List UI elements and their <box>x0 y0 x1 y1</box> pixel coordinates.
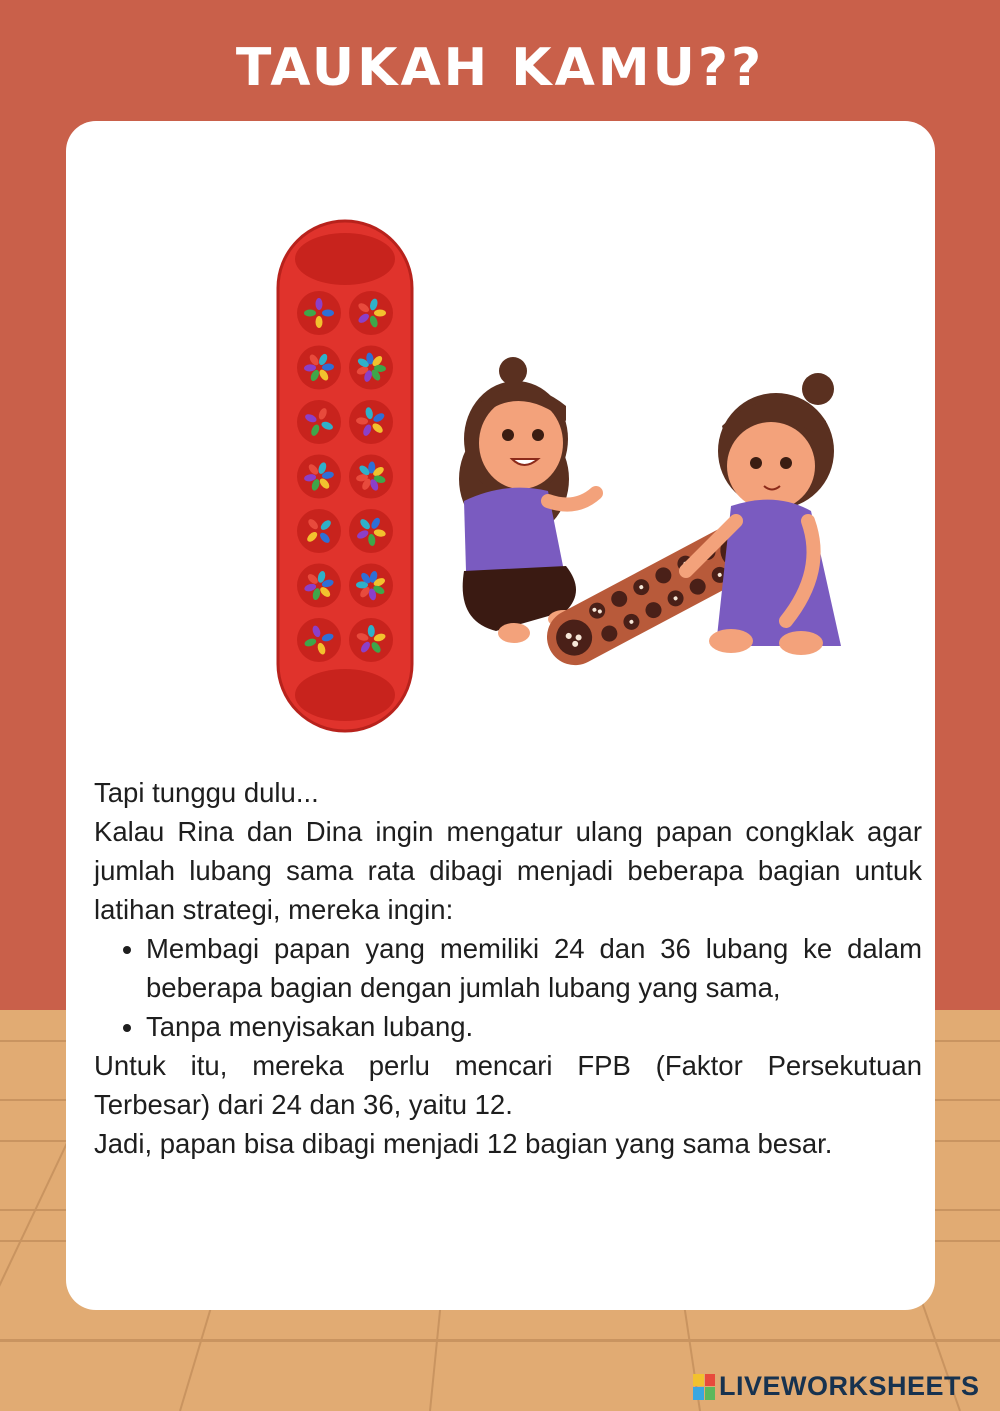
intro-text: Tapi tunggu dulu... <box>94 777 319 808</box>
liveworksheets-logo[interactable] <box>693 1371 980 1402</box>
logo-text: LIVEWORKSHEETS <box>719 1371 980 1401</box>
board-seed <box>322 310 334 317</box>
bullet-list <box>94 929 922 1046</box>
paragraph-2: Untuk itu, mereka perlu mencari FPB (Faktor Persekutuan Terbesar) dari 24 dan 36, yaitu 12. <box>94 1050 922 1120</box>
page-title: TAUKAH KAMU?? <box>235 38 765 98</box>
board-hole <box>297 618 341 662</box>
board-hole <box>297 509 341 553</box>
board-hole <box>297 291 341 335</box>
board-hole <box>297 400 341 444</box>
bullet-item: • Tanpa menyisakan lubang. <box>146 1007 922 1046</box>
paragraph-3: Jadi, papan bisa dibagi menjadi 12 bagian yang sama besar. <box>94 1128 833 1159</box>
girl-right-illustration <box>686 373 841 655</box>
logo-mark-icon <box>693 1374 715 1400</box>
board-hole <box>349 618 393 662</box>
board-hole <box>349 291 393 335</box>
board-hole <box>349 509 393 553</box>
board-hole <box>349 564 393 608</box>
story-text <box>94 773 922 1163</box>
board-hole <box>297 564 341 608</box>
paragraph-1: Kalau Rina dan Dina ingin mengatur ulang papan congklak agar jumlah lubang sama rata dibagi menjadi beberapa bagian untuk latihan strategi, mereka ingin: <box>94 816 922 925</box>
congklak-board-image <box>278 221 412 731</box>
board-hole <box>349 455 393 499</box>
board-hole <box>297 455 341 499</box>
board-hole <box>297 346 341 390</box>
board-seed <box>374 310 386 317</box>
content-card <box>66 121 935 1310</box>
board-hole <box>349 346 393 390</box>
board-hole <box>349 400 393 444</box>
bullet-item: • Membagi papan yang memiliki 24 dan 36 lubang ke dalam beberapa bagian dengan jumlah lubang yang sama, <box>146 929 922 1007</box>
girl-left-illustration <box>459 357 596 643</box>
congklak-illustration <box>66 121 935 761</box>
